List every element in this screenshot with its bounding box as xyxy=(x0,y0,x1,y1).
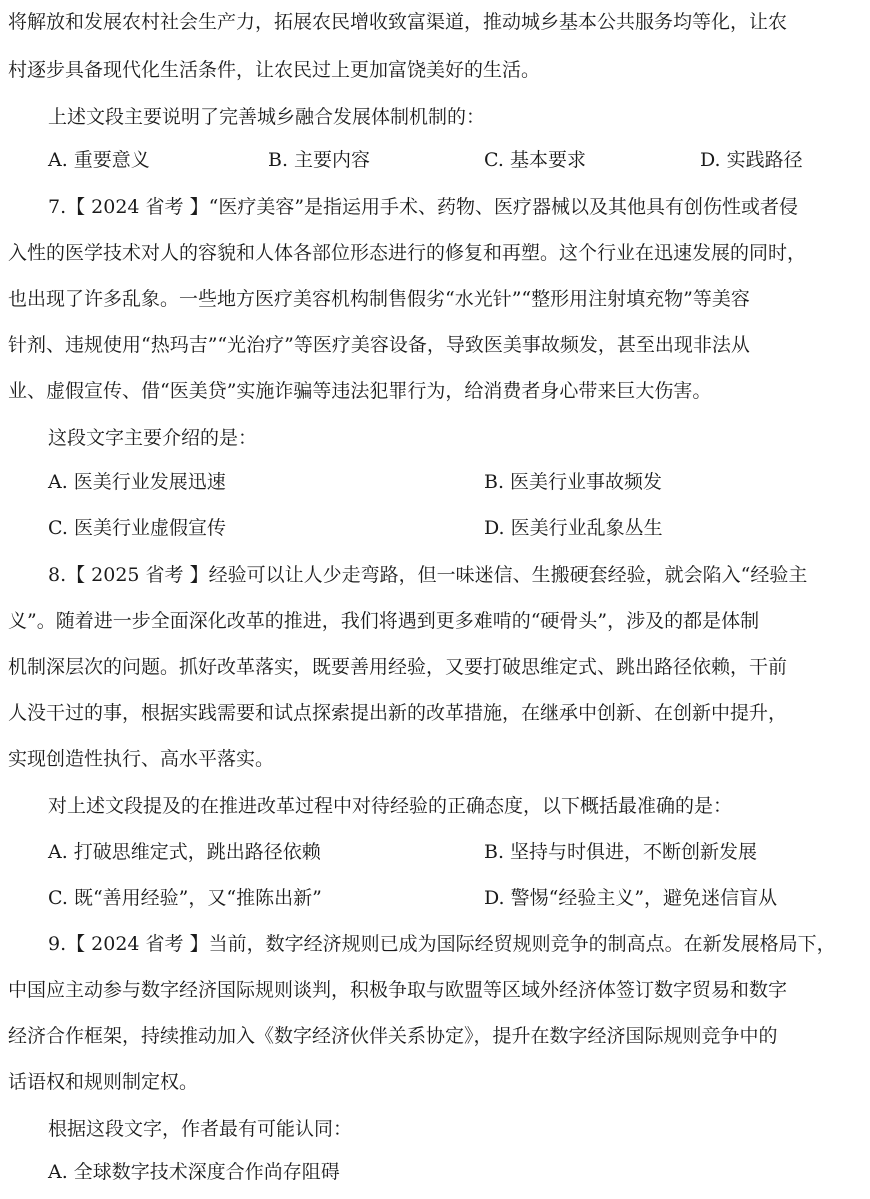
q7-option-b: B. 医美行业事故频发 xyxy=(484,471,663,493)
q7-option-c: C. 医美行业虚假宣传 xyxy=(48,517,226,539)
q8-text-line-3: 机制深层次的问题。抓好改革落实，既要善用经验，又要打破思维定式、跳出路径依赖，干前 xyxy=(8,656,788,678)
q6-option-b: B. 主要内容 xyxy=(268,149,371,171)
q8-option-a: A. 打破思维定式，跳出路径依赖 xyxy=(48,841,321,863)
q6-text-line-1: 将解放和发展农村社会生产力，拓展农民增收致富渠道，推动城乡基本公共服务均等化，让农 xyxy=(8,11,788,33)
q7-option-a: A. 医美行业发展迅速 xyxy=(48,471,226,493)
q7-option-d: D. 医美行业乱象丛生 xyxy=(484,517,663,539)
q7-text-line-5: 业、虚假宣传、借“医美贷”实施诈骗等违法犯罪行为，给消费者身心带来巨大伤害。 xyxy=(8,380,712,402)
q9-text-line-1: 9.【 2024 省考 】当前，数字经济规则已成为国际经贸规则竞争的制高点。在新发展格局下， xyxy=(48,933,836,955)
q7-text-line-1: 7.【 2024 省考 】“医疗美容”是指运用手术、药物、医疗器械以及其他具有创伤性或者侵 xyxy=(48,196,799,218)
q9-option-a: A. 全球数字技术深度合作尚存阻碍 xyxy=(48,1161,340,1183)
q9-text-line-4: 话语权和规则制定权。 xyxy=(8,1071,199,1093)
q9-text-line-3: 经济合作框架，持续推动加入《数字经济伙伴关系协定》，提升在数字经济国际规则竞争中的 xyxy=(8,1025,778,1047)
q9-text-line-2: 中国应主动参与数字经济国际规则谈判，积极争取与欧盟等区域外经济体签订数字贸易和数字 xyxy=(8,979,788,1001)
q8-option-b: B. 坚持与时俱进，不断创新发展 xyxy=(484,841,758,863)
q7-text-line-3: 也出现了许多乱象。一些地方医疗美容机构制售假劣“水光针”“整形用注射填充物”等美容 xyxy=(8,288,750,310)
q8-text-line-1: 8.【 2025 省考 】经验可以让人少走弯路，但一味迷信、生搬硬套经验，就会陷入“经验主 xyxy=(48,564,808,586)
q8-option-c: C. 既“善用经验”，又“推陈出新” xyxy=(48,887,322,909)
q8-text-line-5: 实现创造性执行、高水平落实。 xyxy=(8,748,275,770)
q9-stem: 根据这段文字，作者最有可能认同： xyxy=(48,1118,353,1140)
q8-stem: 对上述文段提及的在推进改革过程中对待经验的正确态度，以下概括最准确的是： xyxy=(48,795,733,817)
q7-text-line-4: 针剂、违规使用“热玛吉”“光治疗”等医疗美容设备，导致医美事故频发，甚至出现非法从 xyxy=(8,334,750,356)
q8-text-line-4: 人没干过的事，根据实践需要和试点探索提出新的改革措施，在继承中创新、在创新中提升， xyxy=(8,702,788,724)
q7-stem: 这段文字主要介绍的是： xyxy=(48,427,258,449)
q7-text-line-2: 入性的医学技术对人的容貌和人体各部位形态进行的修复和再塑。这个行业在迅速发展的同时， xyxy=(8,242,807,264)
q6-text-line-2: 村逐步具备现代化生活条件，让农民过上更加富饶美好的生活。 xyxy=(8,59,541,81)
q6-option-a: A. 重要意义 xyxy=(48,149,150,171)
q6-stem: 上述文段主要说明了完善城乡融合发展体制机制的： xyxy=(48,106,486,128)
q8-text-line-2: 义”。随着进一步全面深化改革的推进，我们将遇到更多难啃的“硬骨头”，涉及的都是体制 xyxy=(8,610,760,632)
q6-option-d: D. 实践路径 xyxy=(700,149,803,171)
q6-option-c: C. 基本要求 xyxy=(484,149,586,171)
q8-option-d: D. 警惕“经验主义”，避免迷信盲从 xyxy=(484,887,778,909)
